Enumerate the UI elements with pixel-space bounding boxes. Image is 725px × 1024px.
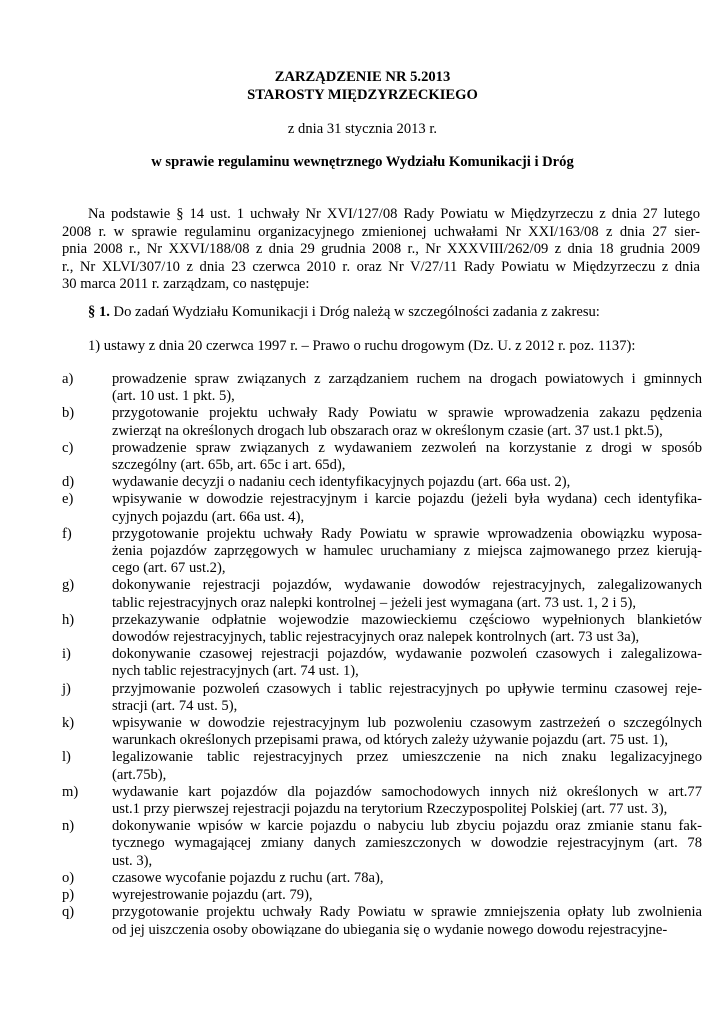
list-item-line: dokonywanie czasowej rejestracji pojazdów, wydawanie pozwoleń czasowych i zalegalizowa- (112, 646, 702, 663)
list-item (62, 749, 702, 783)
list-item-marker: n) (62, 818, 75, 835)
list-item-line: przekazywanie odpłatnie wojewodzie mazowieckiemu częściowo wypełnionych blankietów (112, 611, 702, 628)
section-mark: § 1. (88, 304, 110, 320)
list-item (62, 870, 702, 887)
list-item-line: (art.75b), (112, 766, 167, 783)
list-item-line: legalizowanie tablic rejestracyjnych przez umieszczenie na nich znaku legalizacyjnego (112, 749, 702, 766)
list-item-marker: g) (62, 577, 75, 594)
list-item-marker: h) (62, 611, 75, 628)
list-item-line: warunkach określonych przepisami prawa, od których zależy używanie pojazdu (art. 75 ust. 1), (112, 732, 668, 749)
list-item (62, 904, 702, 938)
list-item-line: przygotowanie projektu uchwały Rady Powiatu w sprawie wprowadzenia zakazu pędzenia (112, 405, 702, 422)
legal-basis-paragraph (62, 206, 700, 294)
list-item-marker: b) (62, 405, 75, 422)
list-item-marker: d) (62, 474, 75, 491)
list-item-line: przyjmowanie pozwoleń czasowych i tablic rejestracyjnych po upływie terminu czasowej reje- (112, 680, 702, 697)
list-item (62, 440, 702, 474)
legal-basis-line: 2008 r. w sprawie regulaminu organizacyjnego zmienionej uchwałami Nr XXI/163/08 z dnia 27 sier- (62, 223, 700, 240)
list-item-line: tablic rejestracyjnych oraz nalepki kontrolnej – jeżeli jest wymagana (art. 73 ust. 1, 2 i 5), (112, 594, 636, 611)
list-item-marker: k) (62, 715, 75, 732)
list-item (62, 784, 702, 818)
legal-basis-line: pnia 2008 r., Nr XXVI/188/08 z dnia 29 grudnia 2008 r., Nr XXXVIII/262/09 z dnia 18 grudnia 2009 (62, 241, 700, 258)
list-item-line: nych tablic rejestracyjnych (art. 74 ust. 1), (112, 663, 359, 680)
section-1-text: Do zadań Wydziału Komunikacji i Dróg należą w szczególności zadania z zakresu: (109, 304, 600, 320)
list-item-marker: e) (62, 491, 74, 508)
list-item-line: cego (art. 67 ust.2), (112, 560, 226, 577)
list-item-line: od jej uiszczenia osoby obowiązane do ubiegania się o wydanie nowego dowodu rejestracyjne- (112, 921, 668, 938)
list-item-line: przygotowanie projektu uchwały Rady Powiatu w sprawie zmniejszenia opłaty lub zwolnienia (112, 904, 702, 921)
legal-basis-line: 30 marca 2011 r. zarządzam, co następuje: (62, 276, 310, 293)
list-item (62, 681, 702, 715)
list-item-marker: l) (62, 749, 71, 766)
list-item-line: wpisywanie w dowodzie rejestracyjnym lub pozwoleniu czasowym zastrzeżeń o szczególnych (112, 715, 702, 732)
list-item-marker: i) (62, 646, 71, 663)
list-item-line: wydawanie decyzji o nadaniu cech identyfikacyjnych pojazdu (art. 66a ust. 2), (112, 474, 571, 491)
list-item-line: szczególny (art. 65b, art. 65c i art. 65d), (112, 457, 346, 474)
task-list (62, 371, 702, 939)
list-item (62, 474, 702, 491)
list-item-line: prowadzenie spraw związanych z wydawaniem zezwoleń na korzystanie z drogi w sposób (112, 439, 702, 456)
list-item-line: dokonywanie wpisów w karcie pojazdu o nabyciu lub zbyciu pojazdu oraz zmianie stanu fak- (112, 818, 702, 835)
list-item (62, 491, 702, 525)
list-item-marker: j) (62, 680, 71, 697)
list-item (62, 646, 702, 680)
list-item-line: dokonywanie rejestracji pojazdów, wydawanie dowodów rejestracyjnych, zalegalizowanych (112, 577, 702, 594)
document-subject: w sprawie regulaminu wewnętrznego Wydziału Komunikacji i Dróg (151, 154, 574, 170)
list-item (62, 405, 702, 439)
list-item-line: wpisywanie w dowodzie rejestracyjnym i karcie pojazdu (jeżeli była wydana) cech identyfika- (112, 491, 702, 508)
legal-basis-line: Na podstawie § 14 ust. 1 uchwały Nr XVI/127/08 Rady Powiatu w Międzyrzeczu z dnia 27 lutego (88, 206, 700, 222)
list-item-marker: p) (62, 887, 75, 904)
document-issuer: STAROSTY MIĘDZYRZECKIEGO (247, 87, 478, 103)
list-item-line: wyrejestrowanie pojazdu (art. 79), (112, 887, 313, 904)
law-reference: 1) ustawy z dnia 20 czerwca 1997 r. – Prawo o ruchu drogowym (Dz. U. z 2012 r. poz. 1137): (88, 338, 636, 354)
list-item-line: cyjnych pojazdu (art. 66a ust. 4), (112, 508, 305, 525)
list-item-marker: o) (62, 869, 75, 886)
list-item-marker: q) (62, 904, 75, 921)
document-title: ZARZĄDZENIE NR 5.2013 (274, 69, 451, 85)
list-item-marker: c) (62, 439, 74, 456)
list-item (62, 887, 702, 904)
list-item-line: przygotowanie projektu uchwały Rady Powiatu w sprawie wprowadzenia obowiązku wyposa- (112, 525, 702, 542)
list-item-marker: f) (62, 525, 72, 542)
list-item (62, 612, 702, 646)
list-item-line: (art. 10 ust. 1 pkt. 5), (112, 388, 235, 405)
document-date: z dnia 31 stycznia 2013 r. (287, 121, 438, 137)
list-item-line: stracji (art. 74 ust. 5), (112, 697, 238, 714)
section-1-paragraph (88, 303, 700, 321)
list-item-marker: a) (62, 371, 74, 387)
list-item-line: ust. 3), (112, 852, 153, 869)
list-item-line: ust.1 przy pierwszej rejestracji pojazdu na terytorium Rzeczypospolitej Polskiej (art. 77 ust. 3), (112, 801, 668, 818)
legal-basis-line: r., Nr XLVI/307/10 z dnia 23 czerwca 2010 r. oraz Nr V/27/11 Rady Powiatu w Międzyrzeczu z dnia (62, 258, 700, 275)
list-item-line: czasowe wycofanie pojazdu z ruchu (art. 78a), (112, 869, 384, 886)
list-item (62, 526, 702, 578)
list-item (62, 715, 702, 749)
list-item-line: wydawanie kart pojazdów dla pojazdów samochodowych innych niż określonych w art.77 (112, 783, 702, 800)
list-item (62, 818, 702, 870)
list-item-line: zwierząt na określonych drogach lub obszarach oraz w określonym czasie (art. 37 ust.1 pkt.5), (112, 422, 663, 439)
list-item-line: prowadzenie spraw związanych z zarządzaniem ruchem na drogach powiatowych i gminnych (112, 371, 702, 387)
list-item-line: żenia pojazdów zaprzęgowych w hamulec uruchamiany z miejsca zajmowanego przez kierują- (112, 543, 702, 560)
list-item (62, 577, 702, 611)
list-item-line: dowodów rejestracyjnych, tablic rejestracyjnych oraz nalepek kontrolnych (art. 73 ust 3a), (112, 629, 640, 646)
list-item-line: tycznego wymagającej zmiany danych zamieszczonych w dowodzie rejestracyjnym (art. 78 (112, 835, 702, 852)
list-item-marker: m) (62, 783, 79, 800)
list-item (62, 371, 702, 405)
